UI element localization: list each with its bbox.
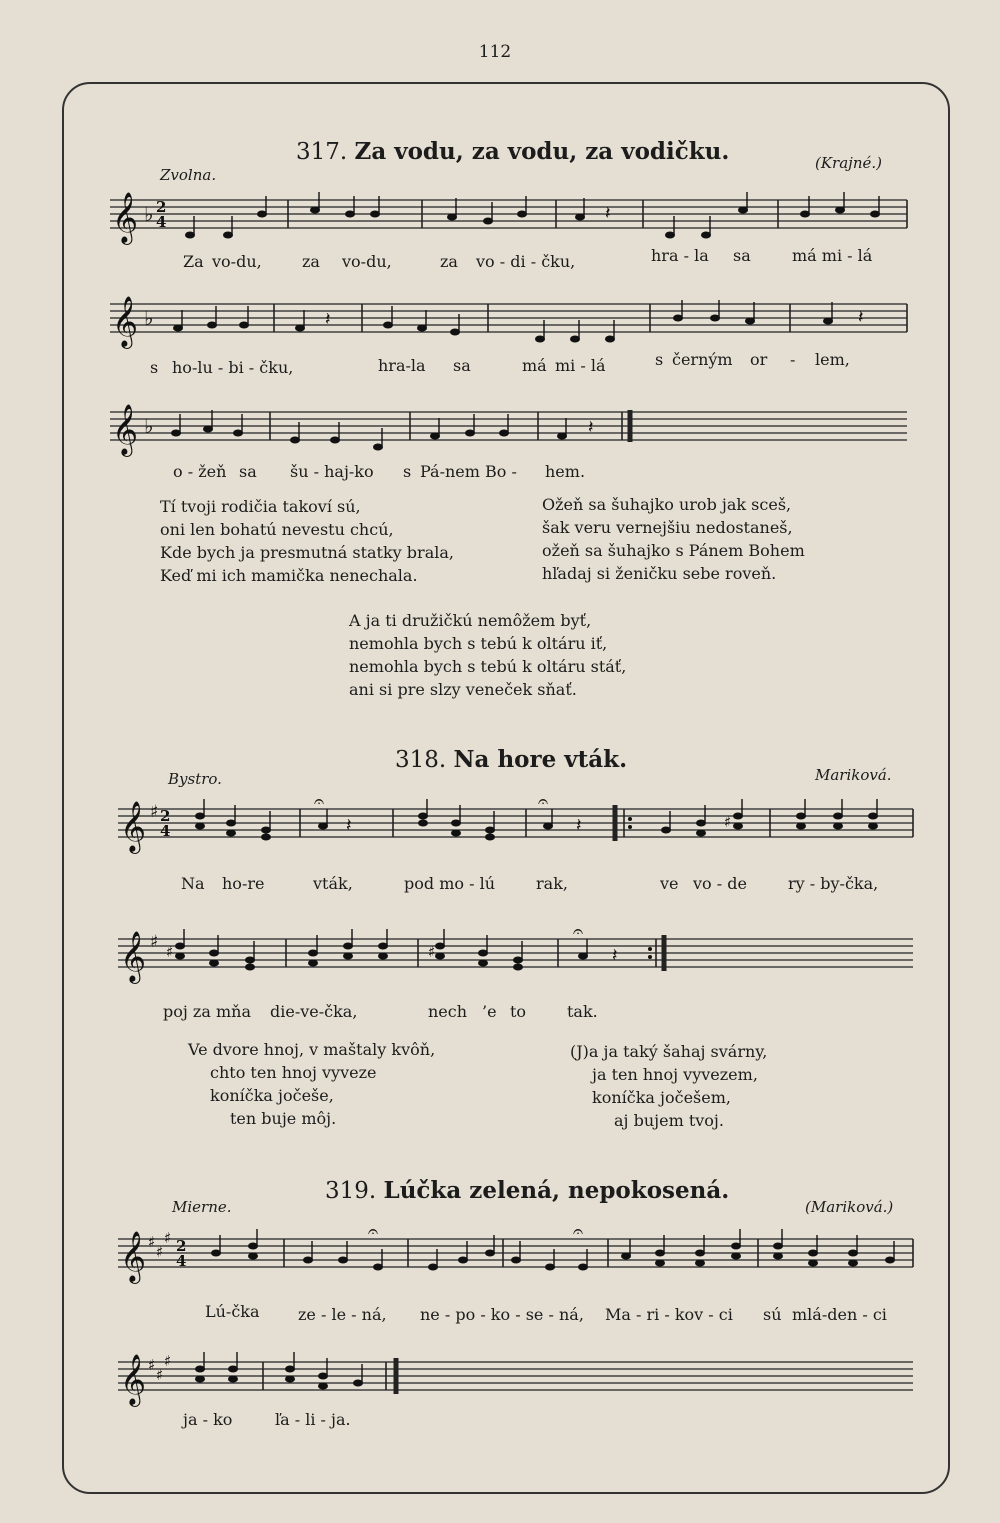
svg-text:𝄐: 𝄐 <box>573 1221 584 1242</box>
song-318-title <box>395 746 627 773</box>
lyric-word: mlá-den - ci <box>792 1305 887 1324</box>
svg-text:𝄐: 𝄐 <box>538 791 549 812</box>
svg-text:♯: ♯ <box>164 1352 172 1370</box>
verse-line: A ja ti družičkú nemôžem byť, <box>349 611 592 630</box>
tempo-marking: Bystro. <box>168 770 222 788</box>
lyric-word: ry - by-čka, <box>788 874 879 893</box>
svg-text:♯: ♯ <box>164 1229 172 1247</box>
verse-line: Kde bych ja presmutná statky brala, <box>160 543 454 562</box>
time-signature-bottom: 4 <box>176 1252 187 1270</box>
lyric-word: vo - di - čku, <box>476 252 576 271</box>
verse-left-317 <box>160 495 454 587</box>
verse-center-317 <box>349 609 626 701</box>
verse-line: nemohla bych s tebú k oltáru stáť, <box>349 657 627 676</box>
lyric-word: hem. <box>545 462 586 481</box>
verse-line: ja ten hnoj vyvezem, <box>592 1065 758 1084</box>
lyric-word: hra-la <box>378 356 426 375</box>
song-name: Na hore vták. <box>453 746 628 773</box>
lyric-word: má mi - lá <box>792 246 873 265</box>
song-name: Lúčka zelená, nepokosená. <box>383 1177 730 1204</box>
verse-line: hľadaj si ženičku sebe roveň. <box>542 564 777 583</box>
verse-right-318 <box>570 1040 767 1132</box>
svg-text:♯: ♯ <box>148 1233 156 1251</box>
lyric-word: s <box>150 358 159 377</box>
region-marking: (Mariková.) <box>805 1198 894 1216</box>
svg-text:𝄽: 𝄽 <box>612 945 618 966</box>
svg-text:𝄐: 𝄐 <box>573 921 584 942</box>
treble-clef-icon: 𝄞 <box>112 192 139 243</box>
music-staff-317-3 <box>110 400 910 460</box>
lyric-word: Lú-čka <box>205 1302 260 1321</box>
verse-line: (J)a ja taký šahaj svárny, <box>570 1042 768 1061</box>
lyric-word: sa <box>733 246 751 265</box>
music-staff-317-1 <box>110 188 910 248</box>
lyric-word: za <box>440 252 458 271</box>
lyric-word: hra - la <box>651 246 709 265</box>
svg-text:♯: ♯ <box>156 1243 164 1261</box>
svg-text:♯: ♯ <box>428 943 436 961</box>
time-signature-bottom: 4 <box>160 822 171 840</box>
svg-text:♯: ♯ <box>150 802 159 822</box>
svg-text:♭: ♭ <box>144 306 154 330</box>
song-number: 317. <box>296 139 348 165</box>
song-name: Za vodu, za vodu, za vodičku. <box>354 138 730 165</box>
treble-clef-icon: 𝄞 <box>112 404 139 455</box>
lyric-word: die-ve-čka, <box>270 1002 358 1021</box>
lyric-word: ja - ko <box>183 1410 233 1429</box>
svg-text:♯: ♯ <box>156 1366 164 1384</box>
lyric-word: - <box>790 350 796 369</box>
song-number: 318. <box>395 747 447 773</box>
svg-text:𝄽: 𝄽 <box>346 815 352 836</box>
svg-text:♯: ♯ <box>724 813 732 831</box>
lyric-word: Na <box>181 874 205 893</box>
verse-line: ten buje môj. <box>230 1109 337 1128</box>
lyric-word: s <box>655 350 664 369</box>
lyric-word: Ma - ri - kov - ci <box>605 1305 733 1324</box>
lyric-word: to <box>510 1002 527 1021</box>
region-marking: Mariková. <box>815 766 892 784</box>
lyric-word: vo-du, <box>342 252 392 271</box>
lyric-word: pod mo - lú <box>404 874 496 893</box>
time-signature-top: 2 <box>176 1237 187 1255</box>
verse-line: Keď mi ich mamička nenechala. <box>160 566 418 585</box>
verse-line: nemohla bych s tebú k oltáru iť, <box>349 634 608 653</box>
lyric-word: Pá-nem Bo - <box>420 462 517 481</box>
music-staff-319-1 <box>118 1221 918 1295</box>
time-signature-bottom: 4 <box>156 213 167 231</box>
lyric-word: o - žeň <box>173 462 227 481</box>
lyric-word: ľa - li - ja. <box>275 1410 351 1429</box>
treble-clef-icon: 𝄞 <box>120 801 147 852</box>
region-marking: (Krajné.) <box>815 154 882 172</box>
lyric-word: lem, <box>815 350 850 369</box>
svg-text:𝄽: 𝄽 <box>588 417 594 438</box>
treble-clef-icon: 𝄞 <box>120 1231 147 1282</box>
lyric-word: vták, <box>313 874 353 893</box>
verse-line: aj bujem tvoj. <box>614 1111 724 1130</box>
lyric-word: šu - haj-ko <box>290 462 374 481</box>
tempo-marking: Mierne. <box>172 1198 232 1216</box>
lyric-word: ’e <box>482 1002 497 1021</box>
music-staff-319-2 <box>118 1348 918 1418</box>
lyric-word: má <box>522 356 547 375</box>
svg-text:♯: ♯ <box>148 1356 156 1374</box>
treble-clef-icon: 𝄞 <box>112 296 139 347</box>
treble-clef-icon: 𝄞 <box>120 931 147 982</box>
treble-clef-icon: 𝄞 <box>120 1354 147 1405</box>
lyric-word: ve <box>660 874 679 893</box>
song-319-title <box>325 1177 729 1204</box>
music-staff-318-2 <box>118 921 918 995</box>
song-number: 319. <box>325 1178 377 1204</box>
lyric-word: vo - de <box>693 874 747 893</box>
svg-text:𝄽: 𝄽 <box>576 815 582 836</box>
lyric-word: s <box>403 462 412 481</box>
song-317-title <box>296 138 729 165</box>
lyric-word: ho-lu - bi - čku, <box>172 358 294 377</box>
lyric-word: ze - le - ná, <box>298 1305 387 1324</box>
svg-text:♯: ♯ <box>166 943 174 961</box>
verse-line: ožeň sa šuhajko s Pánem Bohem <box>542 541 805 560</box>
verse-line: koníčka jočeše, <box>210 1086 334 1105</box>
svg-text:♭: ♭ <box>144 202 154 226</box>
svg-text:𝄽: 𝄽 <box>325 309 331 330</box>
lyric-word: nech <box>428 1002 468 1021</box>
lyric-word: vo-du, <box>212 252 262 271</box>
lyric-word: Za <box>183 252 204 271</box>
svg-text:𝄽: 𝄽 <box>858 307 864 328</box>
lyric-word: ne - po - ko - se - ná, <box>420 1305 584 1324</box>
verse-line: chto ten hnoj vyveze <box>210 1063 377 1082</box>
lyric-word: or <box>750 350 768 369</box>
verse-right-317 <box>542 493 805 585</box>
lyric-word: sa <box>239 462 257 481</box>
lyric-word: tak. <box>567 1002 598 1021</box>
verse-left-318 <box>188 1038 435 1130</box>
verse-line: Ve dvore hnoj, v maštaly kvôň, <box>188 1040 436 1059</box>
lyric-word: rak, <box>536 874 568 893</box>
lyric-word: sa <box>453 356 471 375</box>
verse-line: oni len bohatú nevestu chcú, <box>160 520 394 539</box>
svg-text:♭: ♭ <box>144 414 154 438</box>
lyric-word: černým <box>672 350 733 369</box>
verse-line: Tí tvoji rodičia takoví sú, <box>160 497 361 516</box>
lyric-word: za <box>302 252 320 271</box>
lyric-word: ho-re <box>222 874 265 893</box>
svg-text:𝄐: 𝄐 <box>368 1221 379 1242</box>
lyric-word: mi - lá <box>555 356 606 375</box>
verse-line: koníčka jočešem, <box>592 1088 731 1107</box>
lyric-word: sú <box>763 1305 782 1324</box>
verse-line: šak veru vernejšiu nedostaneš, <box>542 518 793 537</box>
lyric-word: poj za mňa <box>163 1002 251 1021</box>
svg-text:𝄽: 𝄽 <box>605 203 611 224</box>
time-signature-top: 2 <box>156 198 167 216</box>
page-number: 112 <box>478 42 512 62</box>
tempo-marking: Zvolna. <box>160 166 217 184</box>
music-staff-317-2 <box>110 292 910 352</box>
svg-text:♯: ♯ <box>150 932 159 952</box>
verse-line: ani si pre slzy veneček sňať. <box>349 680 577 699</box>
music-staff-318-1 <box>118 791 918 865</box>
svg-text:𝄐: 𝄐 <box>314 791 325 812</box>
time-signature-top: 2 <box>160 807 171 825</box>
verse-line: Ožeň sa šuhajko urob jak sceš, <box>542 495 792 514</box>
